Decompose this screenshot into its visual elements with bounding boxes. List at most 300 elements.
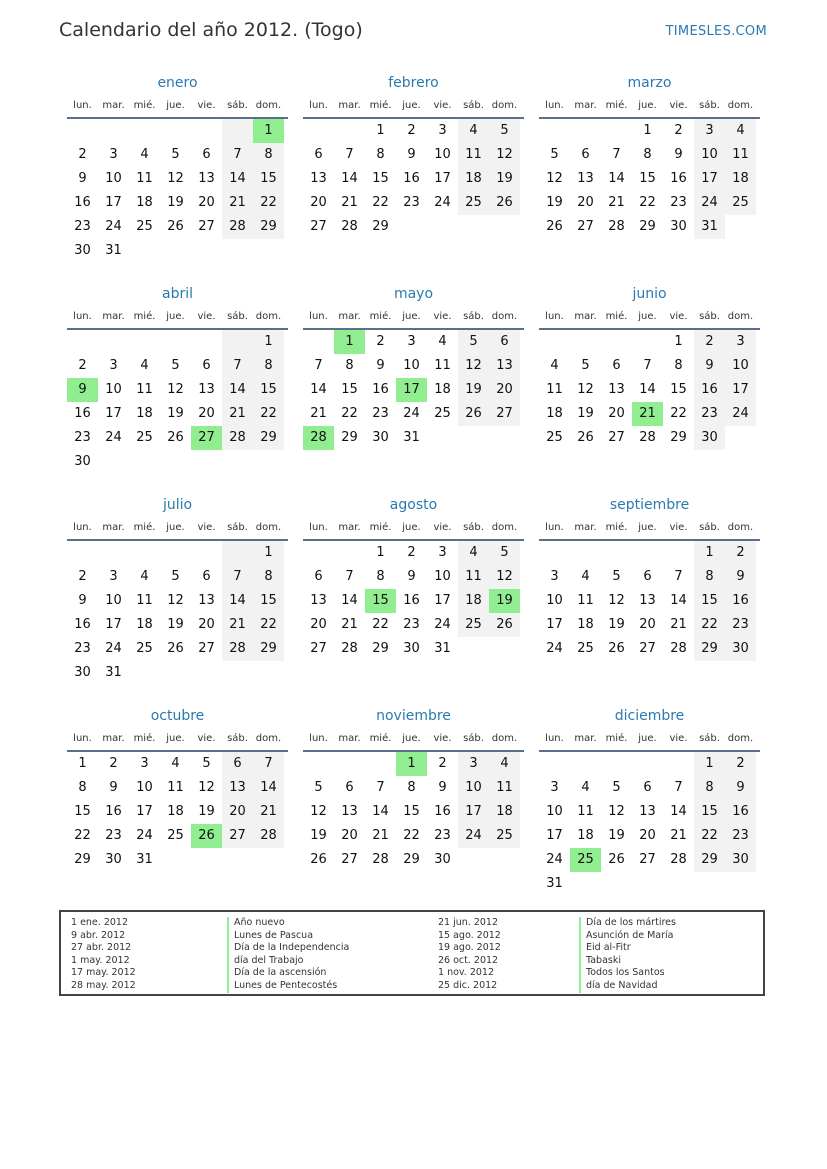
day-cell[interactable]: 6 xyxy=(202,147,211,162)
day-cell[interactable]: 15 xyxy=(639,171,656,186)
day-cell[interactable]: 19 xyxy=(608,617,625,632)
day-cell[interactable]: 22 xyxy=(372,617,389,632)
day-cell[interactable]: 10 xyxy=(546,804,563,819)
day-cell[interactable]: 28 xyxy=(222,426,253,450)
day-cell[interactable]: 26 xyxy=(191,824,222,848)
day-cell[interactable]: 19 xyxy=(489,167,520,191)
day-cell[interactable]: 3 xyxy=(550,569,559,584)
day-cell[interactable]: 22 xyxy=(74,828,91,843)
day-cell[interactable]: 20 xyxy=(577,195,594,210)
day-cell[interactable]: 20 xyxy=(639,828,656,843)
day-cell[interactable]: 31 xyxy=(136,852,153,867)
day-cell[interactable]: 13 xyxy=(608,382,625,397)
day-cell[interactable]: 7 xyxy=(643,358,652,373)
day-cell[interactable]: 1 xyxy=(643,123,652,138)
day-cell[interactable]: 1 xyxy=(694,752,725,776)
day-cell[interactable]: 20 xyxy=(608,406,625,421)
day-cell[interactable]: 14 xyxy=(222,167,253,191)
day-cell[interactable]: 14 xyxy=(639,382,656,397)
day-cell[interactable]: 3 xyxy=(109,569,118,584)
day-cell[interactable]: 17 xyxy=(458,800,489,824)
day-cell[interactable]: 24 xyxy=(105,430,122,445)
day-cell[interactable]: 30 xyxy=(74,243,91,258)
day-cell[interactable]: 9 xyxy=(725,776,756,800)
day-cell[interactable]: 13 xyxy=(310,171,327,186)
day-cell[interactable]: 19 xyxy=(167,617,184,632)
day-cell[interactable]: 18 xyxy=(458,589,489,613)
day-cell[interactable]: 30 xyxy=(670,219,687,234)
day-cell[interactable]: 13 xyxy=(198,382,215,397)
day-cell[interactable]: 29 xyxy=(253,215,284,239)
day-cell[interactable]: 21 xyxy=(310,406,327,421)
day-cell[interactable]: 6 xyxy=(345,780,354,795)
day-cell[interactable]: 13 xyxy=(198,171,215,186)
day-cell[interactable]: 18 xyxy=(434,382,451,397)
day-cell[interactable]: 9 xyxy=(78,593,87,608)
day-cell[interactable]: 8 xyxy=(253,565,284,589)
day-cell[interactable]: 28 xyxy=(639,430,656,445)
day-cell[interactable]: 4 xyxy=(581,780,590,795)
day-cell[interactable]: 29 xyxy=(253,637,284,661)
day-cell[interactable]: 23 xyxy=(372,406,389,421)
day-cell[interactable]: 21 xyxy=(222,613,253,637)
day-cell[interactable]: 24 xyxy=(546,641,563,656)
day-cell[interactable]: 16 xyxy=(74,617,91,632)
day-cell[interactable]: 11 xyxy=(136,171,153,186)
day-cell[interactable]: 24 xyxy=(694,191,725,215)
day-cell[interactable]: 19 xyxy=(167,195,184,210)
day-cell[interactable]: 16 xyxy=(434,804,451,819)
day-cell[interactable]: 14 xyxy=(608,171,625,186)
day-cell[interactable]: 27 xyxy=(639,641,656,656)
day-cell[interactable]: 14 xyxy=(341,593,358,608)
day-cell[interactable]: 2 xyxy=(78,147,87,162)
day-cell[interactable]: 5 xyxy=(550,147,559,162)
day-cell[interactable]: 31 xyxy=(434,641,451,656)
day-cell[interactable]: 14 xyxy=(222,589,253,613)
day-cell[interactable]: 30 xyxy=(74,454,91,469)
day-cell[interactable]: 15 xyxy=(365,589,396,613)
day-cell[interactable]: 13 xyxy=(198,593,215,608)
day-cell[interactable]: 7 xyxy=(253,752,284,776)
day-cell[interactable]: 25 xyxy=(434,406,451,421)
day-cell[interactable]: 4 xyxy=(725,119,756,143)
day-cell[interactable]: 9 xyxy=(376,358,385,373)
day-cell[interactable]: 18 xyxy=(577,617,594,632)
day-cell[interactable]: 2 xyxy=(725,541,756,565)
day-cell[interactable]: 9 xyxy=(78,171,87,186)
day-cell[interactable]: 22 xyxy=(341,406,358,421)
day-cell[interactable]: 14 xyxy=(670,804,687,819)
day-cell[interactable]: 6 xyxy=(643,569,652,584)
day-cell[interactable]: 27 xyxy=(341,852,358,867)
day-cell[interactable]: 29 xyxy=(694,848,725,872)
day-cell[interactable]: 2 xyxy=(725,752,756,776)
day-cell[interactable]: 8 xyxy=(643,147,652,162)
day-cell[interactable]: 26 xyxy=(577,430,594,445)
day-cell[interactable]: 21 xyxy=(670,617,687,632)
day-cell[interactable]: 12 xyxy=(458,354,489,378)
day-cell[interactable]: 20 xyxy=(310,195,327,210)
day-cell[interactable]: 28 xyxy=(670,641,687,656)
day-cell[interactable]: 7 xyxy=(314,358,323,373)
day-cell[interactable]: 2 xyxy=(376,334,385,349)
day-cell[interactable]: 6 xyxy=(314,147,323,162)
day-cell[interactable]: 21 xyxy=(372,828,389,843)
day-cell[interactable]: 13 xyxy=(639,593,656,608)
day-cell[interactable]: 26 xyxy=(310,852,327,867)
day-cell[interactable]: 13 xyxy=(489,354,520,378)
day-cell[interactable]: 5 xyxy=(171,147,180,162)
day-cell[interactable]: 22 xyxy=(670,406,687,421)
day-cell[interactable]: 14 xyxy=(222,378,253,402)
day-cell[interactable]: 1 xyxy=(674,334,683,349)
day-cell[interactable]: 15 xyxy=(253,167,284,191)
day-cell[interactable]: 17 xyxy=(105,406,122,421)
day-cell[interactable]: 25 xyxy=(570,848,601,872)
day-cell[interactable]: 5 xyxy=(171,569,180,584)
day-cell[interactable]: 21 xyxy=(632,402,663,426)
day-cell[interactable]: 21 xyxy=(253,800,284,824)
day-cell[interactable]: 14 xyxy=(670,593,687,608)
day-cell[interactable]: 15 xyxy=(403,804,420,819)
day-cell[interactable]: 3 xyxy=(438,545,447,560)
day-cell[interactable]: 15 xyxy=(372,171,389,186)
day-cell[interactable]: 9 xyxy=(109,780,118,795)
day-cell[interactable]: 16 xyxy=(725,800,756,824)
day-cell[interactable]: 18 xyxy=(136,617,153,632)
day-cell[interactable]: 25 xyxy=(458,613,489,637)
day-cell[interactable]: 24 xyxy=(403,406,420,421)
day-cell[interactable]: 3 xyxy=(407,334,416,349)
day-cell[interactable]: 4 xyxy=(140,147,149,162)
day-cell[interactable]: 17 xyxy=(434,593,451,608)
day-cell[interactable]: 15 xyxy=(253,589,284,613)
day-cell[interactable]: 25 xyxy=(725,191,756,215)
day-cell[interactable]: 9 xyxy=(407,569,416,584)
day-cell[interactable]: 13 xyxy=(639,804,656,819)
day-cell[interactable]: 14 xyxy=(341,171,358,186)
day-cell[interactable]: 21 xyxy=(341,195,358,210)
day-cell[interactable]: 29 xyxy=(253,426,284,450)
day-cell[interactable]: 23 xyxy=(74,430,91,445)
day-cell[interactable]: 11 xyxy=(458,143,489,167)
day-cell[interactable]: 7 xyxy=(612,147,621,162)
day-cell[interactable]: 23 xyxy=(670,195,687,210)
day-cell[interactable]: 2 xyxy=(109,756,118,771)
day-cell[interactable]: 10 xyxy=(546,593,563,608)
day-cell[interactable]: 17 xyxy=(105,195,122,210)
day-cell[interactable]: 6 xyxy=(222,752,253,776)
day-cell[interactable]: 4 xyxy=(140,569,149,584)
day-cell[interactable]: 10 xyxy=(434,569,451,584)
day-cell[interactable]: 23 xyxy=(74,219,91,234)
day-cell[interactable]: 13 xyxy=(222,776,253,800)
day-cell[interactable]: 6 xyxy=(643,780,652,795)
day-cell[interactable]: 6 xyxy=(202,569,211,584)
day-cell[interactable]: 24 xyxy=(105,641,122,656)
day-cell[interactable]: 9 xyxy=(725,565,756,589)
day-cell[interactable]: 10 xyxy=(136,780,153,795)
day-cell[interactable]: 23 xyxy=(403,617,420,632)
day-cell[interactable]: 18 xyxy=(577,828,594,843)
day-cell[interactable]: 25 xyxy=(489,824,520,848)
day-cell[interactable]: 17 xyxy=(546,617,563,632)
day-cell[interactable]: 8 xyxy=(674,358,683,373)
day-cell[interactable]: 30 xyxy=(372,430,389,445)
day-cell[interactable]: 2 xyxy=(438,756,447,771)
day-cell[interactable]: 8 xyxy=(253,143,284,167)
day-cell[interactable]: 26 xyxy=(167,430,184,445)
day-cell[interactable]: 29 xyxy=(670,430,687,445)
day-cell[interactable]: 11 xyxy=(489,776,520,800)
day-cell[interactable]: 28 xyxy=(670,852,687,867)
day-cell[interactable]: 11 xyxy=(167,780,184,795)
day-cell[interactable]: 17 xyxy=(434,171,451,186)
day-cell[interactable]: 24 xyxy=(136,828,153,843)
day-cell[interactable]: 11 xyxy=(546,382,563,397)
day-cell[interactable]: 22 xyxy=(253,191,284,215)
day-cell[interactable]: 22 xyxy=(253,613,284,637)
day-cell[interactable]: 25 xyxy=(136,641,153,656)
day-cell[interactable]: 12 xyxy=(167,171,184,186)
day-cell[interactable]: 9 xyxy=(674,147,683,162)
day-cell[interactable]: 12 xyxy=(608,804,625,819)
day-cell[interactable]: 13 xyxy=(577,171,594,186)
day-cell[interactable]: 30 xyxy=(434,852,451,867)
day-cell[interactable]: 16 xyxy=(725,589,756,613)
day-cell[interactable]: 24 xyxy=(105,219,122,234)
day-cell[interactable]: 28 xyxy=(222,637,253,661)
day-cell[interactable]: 17 xyxy=(725,378,756,402)
day-cell[interactable]: 10 xyxy=(458,776,489,800)
day-cell[interactable]: 8 xyxy=(78,780,87,795)
day-cell[interactable]: 29 xyxy=(341,430,358,445)
day-cell[interactable]: 30 xyxy=(403,641,420,656)
day-cell[interactable]: 20 xyxy=(639,617,656,632)
day-cell[interactable]: 30 xyxy=(74,665,91,680)
day-cell[interactable]: 29 xyxy=(403,852,420,867)
day-cell[interactable]: 20 xyxy=(310,617,327,632)
day-cell[interactable]: 6 xyxy=(581,147,590,162)
day-cell[interactable]: 10 xyxy=(105,382,122,397)
day-cell[interactable]: 23 xyxy=(403,195,420,210)
day-cell[interactable]: 29 xyxy=(694,637,725,661)
day-cell[interactable]: 21 xyxy=(670,828,687,843)
day-cell[interactable]: 28 xyxy=(222,215,253,239)
day-cell[interactable]: 3 xyxy=(109,147,118,162)
day-cell[interactable]: 30 xyxy=(725,848,756,872)
day-cell[interactable]: 18 xyxy=(136,195,153,210)
day-cell[interactable]: 12 xyxy=(608,593,625,608)
day-cell[interactable]: 3 xyxy=(694,119,725,143)
day-cell[interactable]: 28 xyxy=(341,219,358,234)
day-cell[interactable]: 8 xyxy=(253,354,284,378)
day-cell[interactable]: 16 xyxy=(403,171,420,186)
day-cell[interactable]: 21 xyxy=(222,191,253,215)
day-cell[interactable]: 5 xyxy=(458,330,489,354)
day-cell[interactable]: 26 xyxy=(489,191,520,215)
day-cell[interactable]: 12 xyxy=(489,565,520,589)
day-cell[interactable]: 26 xyxy=(167,219,184,234)
day-cell[interactable]: 22 xyxy=(694,613,725,637)
day-cell[interactable]: 27 xyxy=(222,824,253,848)
day-cell[interactable]: 22 xyxy=(403,828,420,843)
day-cell[interactable]: 15 xyxy=(253,378,284,402)
day-cell[interactable]: 12 xyxy=(577,382,594,397)
day-cell[interactable]: 23 xyxy=(694,402,725,426)
day-cell[interactable]: 5 xyxy=(314,780,323,795)
day-cell[interactable]: 11 xyxy=(434,358,451,373)
day-cell[interactable]: 5 xyxy=(489,119,520,143)
day-cell[interactable]: 22 xyxy=(639,195,656,210)
day-cell[interactable]: 27 xyxy=(489,402,520,426)
day-cell[interactable]: 28 xyxy=(341,641,358,656)
day-cell[interactable]: 5 xyxy=(171,358,180,373)
site-link[interactable]: TIMESLES.COM xyxy=(665,24,767,39)
day-cell[interactable]: 18 xyxy=(136,406,153,421)
day-cell[interactable]: 24 xyxy=(434,195,451,210)
day-cell[interactable]: 19 xyxy=(167,406,184,421)
day-cell[interactable]: 7 xyxy=(345,147,354,162)
day-cell[interactable]: 22 xyxy=(694,824,725,848)
day-cell[interactable]: 24 xyxy=(458,824,489,848)
day-cell[interactable]: 3 xyxy=(550,780,559,795)
day-cell[interactable]: 23 xyxy=(725,613,756,637)
day-cell[interactable]: 5 xyxy=(202,756,211,771)
day-cell[interactable]: 27 xyxy=(577,219,594,234)
day-cell[interactable]: 26 xyxy=(608,641,625,656)
day-cell[interactable]: 12 xyxy=(167,382,184,397)
day-cell[interactable]: 7 xyxy=(222,143,253,167)
day-cell[interactable]: 15 xyxy=(341,382,358,397)
day-cell[interactable]: 4 xyxy=(140,358,149,373)
day-cell[interactable]: 3 xyxy=(140,756,149,771)
day-cell[interactable]: 7 xyxy=(674,569,683,584)
day-cell[interactable]: 6 xyxy=(612,358,621,373)
day-cell[interactable]: 24 xyxy=(434,617,451,632)
day-cell[interactable]: 9 xyxy=(694,354,725,378)
day-cell[interactable]: 1 xyxy=(694,541,725,565)
day-cell[interactable]: 5 xyxy=(581,358,590,373)
day-cell[interactable]: 14 xyxy=(253,776,284,800)
day-cell[interactable]: 19 xyxy=(310,828,327,843)
day-cell[interactable]: 26 xyxy=(546,219,563,234)
day-cell[interactable]: 30 xyxy=(694,426,725,450)
day-cell[interactable]: 12 xyxy=(489,143,520,167)
day-cell[interactable]: 4 xyxy=(438,334,447,349)
day-cell[interactable]: 1 xyxy=(253,119,284,143)
day-cell[interactable]: 26 xyxy=(489,613,520,637)
day-cell[interactable]: 27 xyxy=(198,641,215,656)
day-cell[interactable]: 31 xyxy=(546,876,563,891)
day-cell[interactable]: 19 xyxy=(458,378,489,402)
day-cell[interactable]: 21 xyxy=(341,617,358,632)
day-cell[interactable]: 17 xyxy=(694,167,725,191)
day-cell[interactable]: 17 xyxy=(396,378,427,402)
day-cell[interactable]: 22 xyxy=(253,402,284,426)
day-cell[interactable]: 23 xyxy=(725,824,756,848)
day-cell[interactable]: 10 xyxy=(105,593,122,608)
day-cell[interactable]: 18 xyxy=(489,800,520,824)
day-cell[interactable]: 26 xyxy=(167,641,184,656)
day-cell[interactable]: 27 xyxy=(198,219,215,234)
day-cell[interactable]: 31 xyxy=(403,430,420,445)
day-cell[interactable]: 27 xyxy=(191,426,222,450)
day-cell[interactable]: 30 xyxy=(105,852,122,867)
day-cell[interactable]: 8 xyxy=(376,147,385,162)
day-cell[interactable]: 7 xyxy=(222,354,253,378)
day-cell[interactable]: 1 xyxy=(376,123,385,138)
day-cell[interactable]: 23 xyxy=(105,828,122,843)
day-cell[interactable]: 16 xyxy=(670,171,687,186)
day-cell[interactable]: 8 xyxy=(345,358,354,373)
day-cell[interactable]: 11 xyxy=(725,143,756,167)
day-cell[interactable]: 25 xyxy=(136,219,153,234)
day-cell[interactable]: 8 xyxy=(407,780,416,795)
day-cell[interactable]: 18 xyxy=(725,167,756,191)
day-cell[interactable]: 31 xyxy=(105,243,122,258)
day-cell[interactable]: 3 xyxy=(725,330,756,354)
day-cell[interactable]: 18 xyxy=(167,804,184,819)
day-cell[interactable]: 2 xyxy=(78,569,87,584)
day-cell[interactable]: 10 xyxy=(403,358,420,373)
day-cell[interactable]: 24 xyxy=(546,852,563,867)
day-cell[interactable]: 8 xyxy=(694,776,725,800)
day-cell[interactable]: 25 xyxy=(546,430,563,445)
day-cell[interactable]: 26 xyxy=(608,852,625,867)
day-cell[interactable]: 1 xyxy=(396,752,427,776)
day-cell[interactable]: 6 xyxy=(489,330,520,354)
day-cell[interactable]: 24 xyxy=(725,402,756,426)
day-cell[interactable]: 20 xyxy=(341,828,358,843)
day-cell[interactable]: 19 xyxy=(608,828,625,843)
day-cell[interactable]: 1 xyxy=(376,545,385,560)
day-cell[interactable]: 17 xyxy=(105,617,122,632)
day-cell[interactable]: 7 xyxy=(345,569,354,584)
day-cell[interactable]: 2 xyxy=(694,330,725,354)
day-cell[interactable]: 4 xyxy=(489,752,520,776)
day-cell[interactable]: 12 xyxy=(310,804,327,819)
day-cell[interactable]: 12 xyxy=(198,780,215,795)
day-cell[interactable]: 17 xyxy=(546,828,563,843)
day-cell[interactable]: 2 xyxy=(407,545,416,560)
day-cell[interactable]: 7 xyxy=(376,780,385,795)
day-cell[interactable]: 16 xyxy=(74,195,91,210)
day-cell[interactable]: 29 xyxy=(372,641,389,656)
day-cell[interactable]: 28 xyxy=(303,426,334,450)
day-cell[interactable]: 6 xyxy=(314,569,323,584)
day-cell[interactable]: 19 xyxy=(577,406,594,421)
day-cell[interactable]: 23 xyxy=(74,641,91,656)
day-cell[interactable]: 28 xyxy=(372,852,389,867)
day-cell[interactable]: 3 xyxy=(109,358,118,373)
day-cell[interactable]: 23 xyxy=(434,828,451,843)
day-cell[interactable]: 3 xyxy=(458,752,489,776)
day-cell[interactable]: 15 xyxy=(694,589,725,613)
day-cell[interactable]: 9 xyxy=(67,378,98,402)
day-cell[interactable]: 11 xyxy=(577,804,594,819)
day-cell[interactable]: 4 xyxy=(458,119,489,143)
day-cell[interactable]: 28 xyxy=(608,219,625,234)
day-cell[interactable]: 8 xyxy=(376,569,385,584)
day-cell[interactable]: 10 xyxy=(434,147,451,162)
day-cell[interactable]: 7 xyxy=(222,565,253,589)
day-cell[interactable]: 30 xyxy=(725,637,756,661)
day-cell[interactable]: 8 xyxy=(694,565,725,589)
day-cell[interactable]: 21 xyxy=(608,195,625,210)
day-cell[interactable]: 29 xyxy=(74,852,91,867)
